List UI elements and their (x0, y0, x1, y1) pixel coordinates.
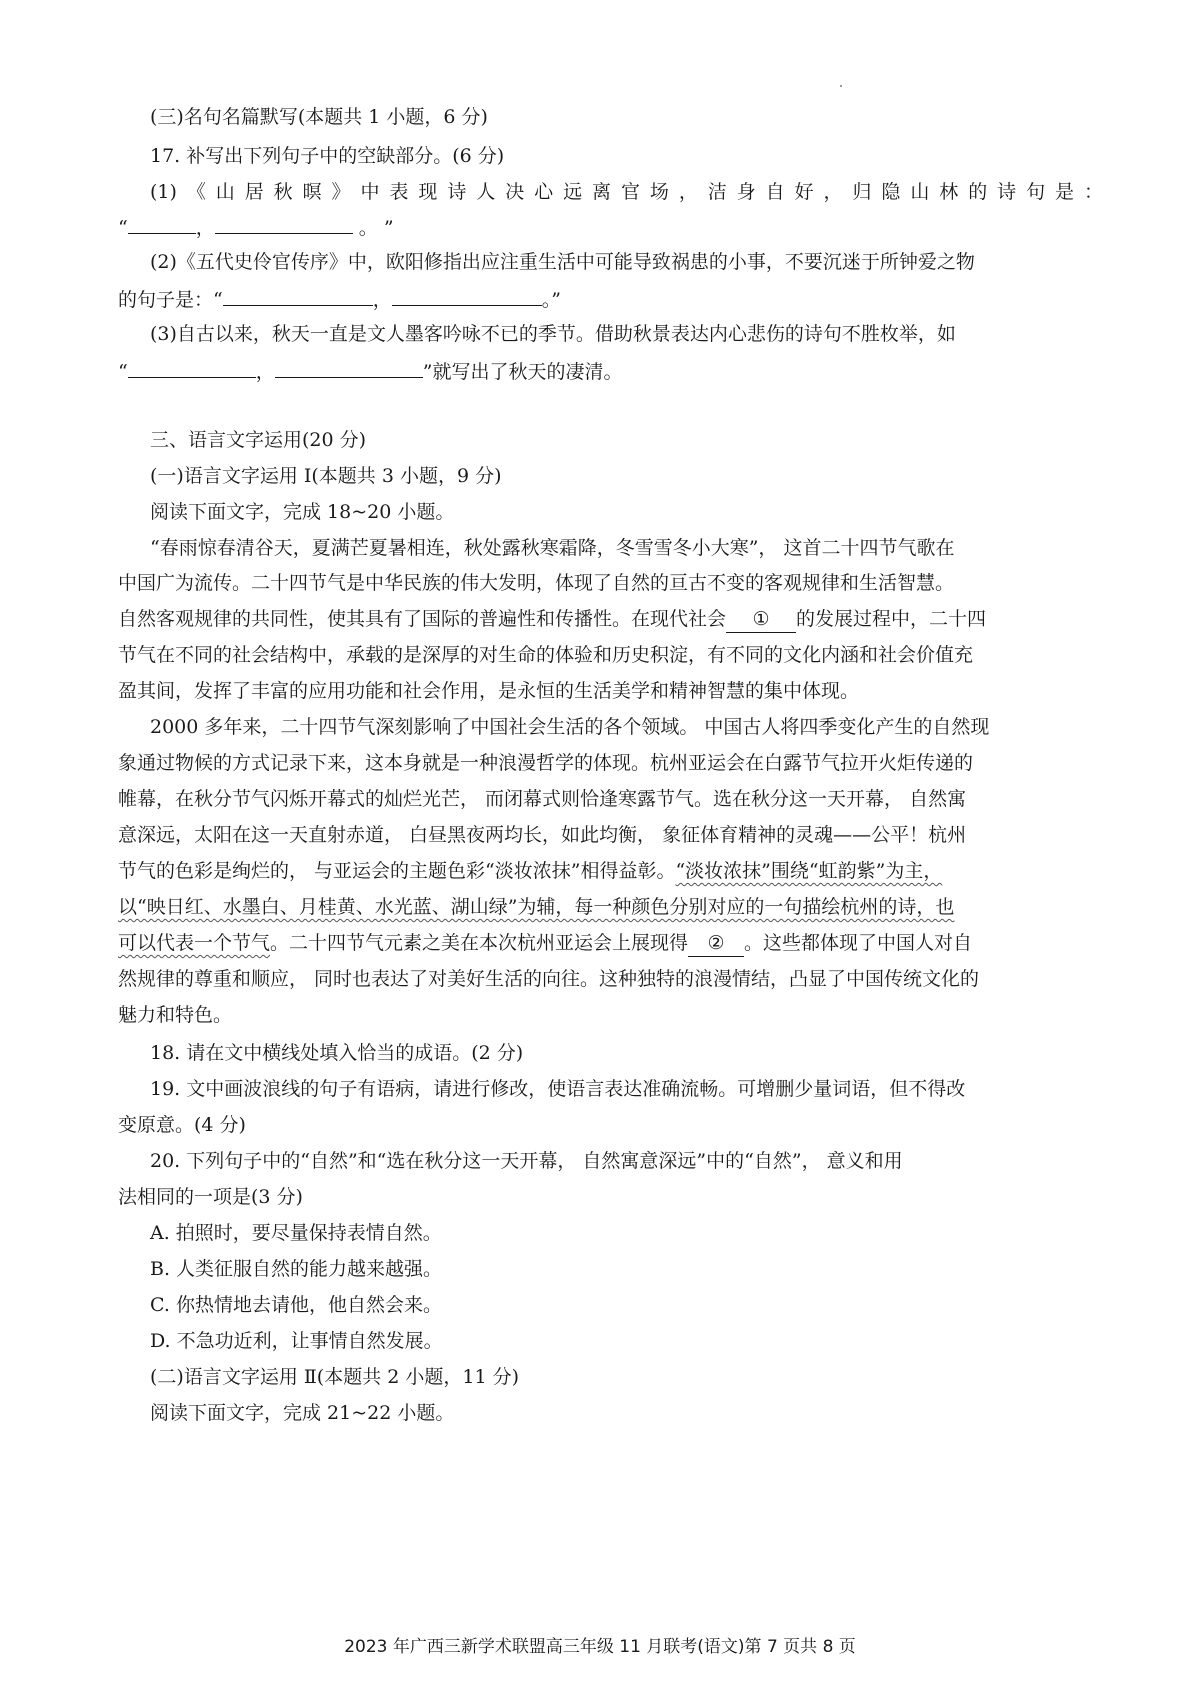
passage-line: 象通过物候的方式记录下来，这本身就是一种浪漫哲学的体现。杭州亚运会在白露节气拉开火炬传递的 (118, 752, 974, 774)
passage-line: 然规律的尊重和顺应， 同时也表达了对美好生活的向往。这种独特的浪漫情结，凸显了中国传统文化的 (118, 968, 980, 990)
passage-line: 可以代表一个节气。二十四节气元素之美在本次杭州亚运会上展现得 ② 。这些都体现了中国人对自 (118, 930, 972, 956)
passage-line: 帷幕，在秋分节气闪烁开幕式的灿烂光芒， 而闭幕式则恰逢寒露节气。选在秋分这一天开幕， 自然寓 (118, 788, 967, 810)
passage-line: 节气在不同的社会结构中，承载的是深厚的对生命的体验和历史积淀，有不同的文化内涵和社会价值充 (118, 644, 974, 666)
option-a[interactable]: A. 拍照时，要尽量保持表情自然。 (150, 1222, 442, 1244)
question-19-cont: 变原意。(4 分) (118, 1114, 246, 1136)
passage-line: 意深远，太阳在这一天直射赤道， 白昼黑夜两均长，如此均衡， 象征体育精神的灵魂——公平！杭州 (118, 824, 967, 846)
passage-line: 自然客观规律的共同性，使其具有了国际的普遍性和传播性。在现代社会 ① 的发展过程中，二十四 (118, 606, 986, 632)
subsection-heading-1: (一)语言文字运用 I(本题共 3 小题，9 分) (150, 465, 502, 487)
answer-blank-2b[interactable] (392, 285, 542, 306)
wavy-underlined-sentence: “淡妆浓抹”围绕“虹韵紫”为主， (675, 860, 943, 882)
question-20-cont: 法相同的一项是(3 分) (118, 1186, 303, 1208)
q17-part2-text: (2)《五代史伶官传序》中，欧阳修指出应注重生活中可能导致祸患的小事，不要沉迷于所钟爱之物 (150, 251, 975, 273)
q17-part3-text: (3)自古以来，秋天一直是文人墨客吟咏不已的季节。借助秋景表达内心悲伤的诗句不胜枚举，如 (150, 323, 956, 345)
page-footer: 2023 年广西三新学术联盟高三年级 11 月联考(语文)第 7 页共 8 页 (344, 1637, 856, 1657)
reading-instruction-1: 阅读下面文字，完成 18~20 小题。 (150, 501, 455, 523)
option-b[interactable]: B. 人类征服自然的能力越来越强。 (150, 1258, 443, 1280)
answer-blank-3b[interactable] (275, 357, 423, 378)
question-17-stem: 17. 补写出下列句子中的空缺部分。(6 分) (150, 145, 505, 167)
question-18: 18. 请在文中横线处填入恰当的成语。(2 分) (150, 1042, 524, 1064)
passage-line: “春雨惊春清谷天，夏满芒夏暑相连，秋处露秋寒霜降，冬雪雪冬小大寒”， 这首二十四节气歌在 (150, 537, 955, 559)
passage-blank-1[interactable]: ① (726, 606, 796, 633)
question-19: 19. 文中画波浪线的句子有语病，请进行修改，使语言表达准确流畅。可增删少量词语，但不得改 (150, 1078, 966, 1100)
wavy-underlined-sentence: 可以代表一个节气 (118, 932, 271, 954)
passage-line (118, 894, 954, 920)
q17-part2-answer-line: 的句子是：“ ， 。” (118, 285, 561, 311)
q17-part1-answer-line: “ ， 。 ” (118, 213, 394, 239)
passage-line: 节气的色彩是绚烂的， 与亚运会的主题色彩“淡妆浓抹”相得益彰。“淡妆浓抹”围绕“虹韵紫”为主， (118, 860, 943, 882)
option-c[interactable]: C. 你热情地去请他，他自然会来。 (150, 1294, 442, 1316)
answer-blank-3a[interactable] (128, 357, 256, 378)
passage-line: 魅力和特色。 (118, 1004, 233, 1026)
passage-line: 2000 多年来，二十四节气深刻影响了中国社会生活的各个领域。 中国古人将四季变化产生的自然现 (150, 716, 990, 738)
passage-line: 盈其间，发挥了丰富的应用功能和社会作用，是永恒的生活美学和精神智慧的集中体现。 (118, 680, 860, 702)
passage-blank-2[interactable]: ② (688, 930, 744, 957)
answer-blank-1b[interactable] (215, 213, 353, 234)
q17-part3-answer-line: “ ， ”就写出了秋天的凄清。 (118, 357, 622, 383)
option-d[interactable]: D. 不急功近利，让事情自然发展。 (150, 1330, 443, 1352)
section-heading: (三)名句名篇默写(本题共 1 小题，6 分) (150, 106, 488, 128)
question-20: 20. 下列句子中的“自然”和“选在秋分这一天开幕， 自然寓意深远”中的“自然”， 意义和用 (150, 1150, 903, 1172)
passage-line: 中国广为流传。二十四节气是中华民族的伟大发明，体现了自然的亘古不变的客观规律和生活智慧。 (118, 572, 955, 594)
q17-part1-text: (1)《山居秋暝》中表现诗人决心远离官场，洁身自好，归隐山林的诗句是： (150, 181, 1103, 203)
subsection-heading-2: (二)语言文字运用 Ⅱ(本题共 2 小题，11 分) (150, 1366, 519, 1388)
wavy-underlined-sentence: 以“映日红、水墨白、月桂黄、水光蓝、湖山绿”为辅，每一种颜色分别对应的一句描绘杭州的诗，也 (118, 896, 955, 918)
exam-page (118, 0, 1103, 1697)
answer-blank-2a[interactable] (223, 285, 373, 306)
part-heading: 三、语言文字运用(20 分) (150, 429, 367, 451)
answer-blank-1a[interactable] (128, 213, 196, 234)
reading-instruction-2: 阅读下面文字，完成 21~22 小题。 (150, 1402, 455, 1424)
